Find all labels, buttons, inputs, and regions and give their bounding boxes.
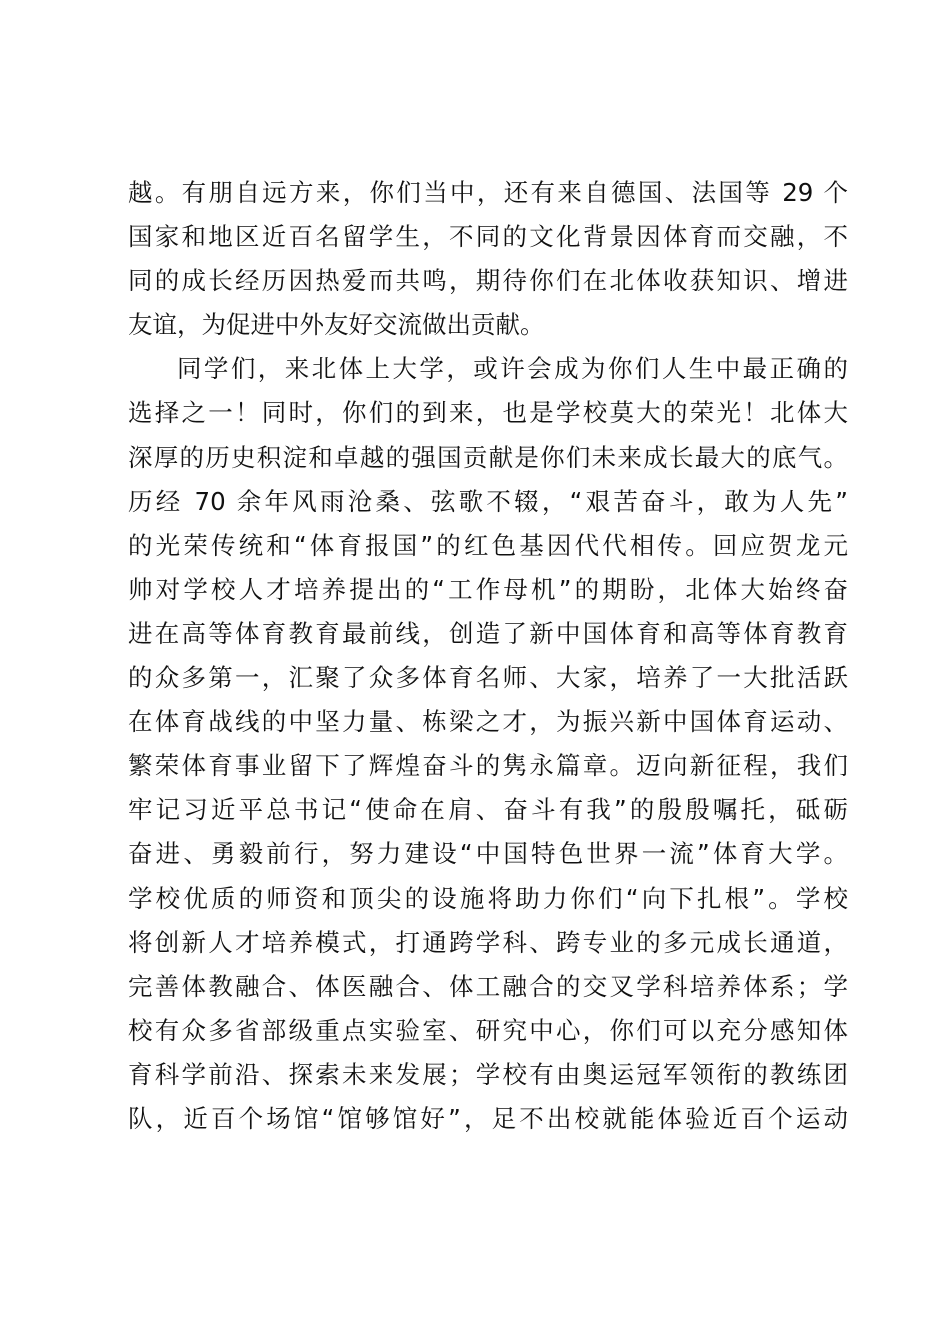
text-line: 越。有朋自远方来，你们当中，还有来自德国、法国等 29 个 [128,178,848,207]
text-line: 友谊，为促进中外友好交流做出贡献。 [128,310,545,340]
text-line: 奋进、勇毅前行，努力建设“中国特色世界一流”体育大学。 [128,839,848,869]
text-line: 帅对学校人才培养提出的“工作母机”的期盼，北体大始终奋 [128,574,848,604]
text-line: 队，近百个场馆“馆够馆好”，足不出校就能体验近百个运动 [128,1103,848,1133]
document-body [128,171,848,1141]
text-line: 的光荣传统和“体育报国”的红色基因代代相传。回应贺龙元 [128,530,848,560]
text-line: 校有众多省部级重点实验室、研究中心，你们可以充分感知体 [128,1015,848,1045]
text-line: 在体育战线的中坚力量、栋梁之才，为振兴新中国体育运动、 [128,707,848,737]
paragraph-1 [128,171,848,347]
text-line: 同的成长经历因热爱而共鸣，期待你们在北体收获知识、增进 [128,266,848,296]
text-line: 完善体教融合、体医融合、体工融合的交叉学科培养体系；学 [128,971,848,1001]
text-line: 同学们，来北体上大学，或许会成为你们人生中最正确的 [177,354,848,384]
text-line: 繁荣体育事业留下了辉煌奋斗的隽永篇章。迈向新征程，我们 [128,751,848,781]
text-line: 学校优质的师资和顶尖的设施将助力你们“向下扎根”。学校 [128,883,848,913]
text-line: 选择之一！同时，你们的到来，也是学校莫大的荣光！北体大 [128,398,848,428]
text-line: 历经 70 余年风雨沧桑、弦歌不辍，“艰苦奋斗，敢为人先” [128,486,848,516]
text-line: 进在高等体育教育最前线，创造了新中国体育和高等体育教育 [128,618,848,648]
text-line: 育科学前沿、探索未来发展；学校有由奥运冠军领衔的教练团 [128,1059,848,1089]
text-line: 深厚的历史积淀和卓越的强国贡献是你们未来成长最大的底气。 [128,442,848,472]
text-line: 国家和地区近百名留学生，不同的文化背景因体育而交融，不 [128,222,848,252]
text-line: 将创新人才培养模式，打通跨学科、跨专业的多元成长通道， [128,927,848,957]
text-line: 牢记习近平总书记“使命在肩、奋斗有我”的殷殷嘱托，砥砺 [128,795,848,825]
text-line: 的众多第一，汇聚了众多体育名师、大家，培养了一大批活跃 [128,663,848,693]
paragraph-2 [128,347,848,1141]
